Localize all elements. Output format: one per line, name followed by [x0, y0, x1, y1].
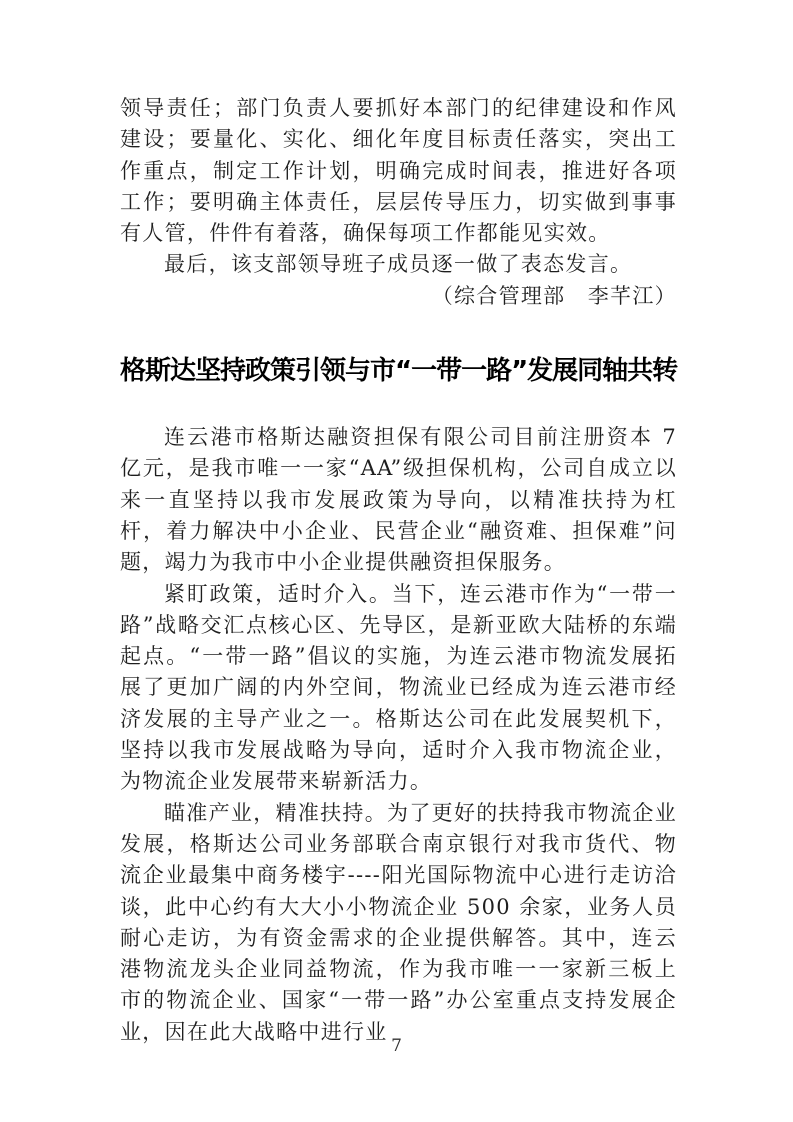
attribution-line: （综合管理部 李芊江） [431, 283, 677, 308]
continued-paragraph: 领导责任；部门负责人要抓好本部门的纪律建设和作风建设；要量化、实化、细化年度目标责任落实，突出工作重点，制定工作计划，明确完成时间表，推进好各项工作；要明确主体责任，层层传导压力，切实做到事事有人管，件件有着落，确保每项工作都能见实效。 [120, 96, 677, 246]
article-paragraph-2: 紧盯政策，适时介入。当下，连云港市作为“一带一路”战略交汇点核心区、先导区，是新亚欧大陆桥的东端起点。“一带一路”倡议的实施，为连云港市物流发展拓展了更加广阔的内外空间，物流业已经成为连云港市经济发展的主导产业之一。格斯达公司在此发展契机下，坚持以我市发展战略为导向，适时介入我市物流企业，为物流企业发展带来崭新活力。 [120, 581, 677, 794]
page-number: 7 [391, 1036, 402, 1056]
text-block [120, 0, 677, 1048]
article-paragraph-3: 瞄准产业，精准扶持。为了更好的扶持我市物流企业发展，格斯达公司业务部联合南京银行对我市货代、物流企业最集中商务楼宇----阳光国际物流中心进行走访洽谈，此中心约有大大小小物流企业 500 余家，业务人员耐心走访，为有资金需求的企业提供解答。其中，连云港物流龙头企业同益物流，作为我市唯一一家新三板上市的物流企业、国家“一带一路”办公室重点支持发展企业，因在此大战略中进行业 [120, 800, 677, 1044]
article-paragraph-1: 连云港市格斯达融资担保有限公司目前注册资本 7 亿元，是我市唯一一家“AA”级担保机构，公司自成立以来一直坚持以我市发展政策为导向，以精准扶持为杠杆，着力解决中小企业、民营企业“融资难、担保难”问题，竭力为我市中小企业提供融资担保服务。 [120, 425, 677, 575]
article-title: 格斯达坚持政策引领与市“一带一路”发展同轴共转 [120, 356, 678, 387]
closing-paragraph: 最后，该支部领导班子成员逐一做了表态发言。 [164, 252, 633, 277]
